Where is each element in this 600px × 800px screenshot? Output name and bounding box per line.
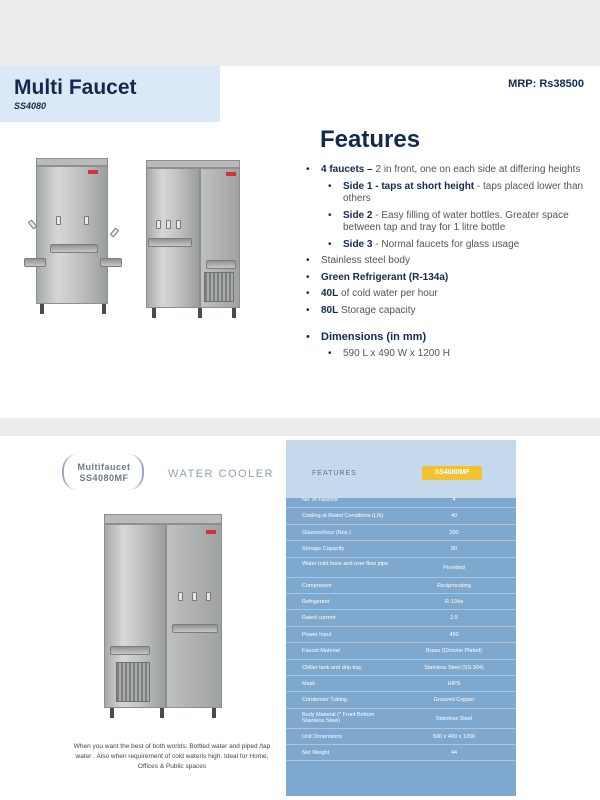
- model-bracket-text: [68, 462, 140, 484]
- brand-label: [206, 530, 216, 534]
- feature-text: - taps placed lower than others: [343, 180, 584, 204]
- faucet: [176, 220, 181, 229]
- cooler-leg: [232, 308, 236, 318]
- feature-text: Storage capacity: [338, 304, 416, 316]
- dimensions-heading-text: Dimensions (in mm): [321, 331, 427, 343]
- spec-rows: [286, 492, 516, 761]
- spec-key: Power Input: [302, 631, 332, 638]
- feature-bold: Side 2: [343, 209, 373, 221]
- title-box: [0, 66, 220, 122]
- spec-key: Body Material (* Front Bottom Stainless Steel): [302, 711, 375, 724]
- feature-bold: 80L: [321, 304, 339, 316]
- cooler-top: [36, 158, 108, 166]
- spec-key: Refrigerant: [302, 598, 330, 605]
- spec-key: Water Inlet hose and over flow pipe: [302, 560, 389, 567]
- drip-tray: [100, 258, 122, 267]
- brochure-card: [0, 436, 600, 800]
- spec-value: 200: [449, 529, 459, 536]
- table-row: [286, 558, 516, 578]
- table-row: [286, 508, 516, 524]
- table-row: [286, 578, 516, 594]
- feature-bold: Side 3: [343, 238, 373, 250]
- cooler-leg: [160, 708, 164, 718]
- list-item: [306, 164, 592, 177]
- table-row: [286, 709, 516, 729]
- drip-tray: [110, 646, 150, 655]
- cooler-front-image: [22, 158, 124, 318]
- spec-table-header: [286, 440, 516, 498]
- price-label: MRP: Rs38500: [508, 78, 584, 90]
- table-row: [286, 610, 516, 626]
- faucet: [206, 592, 211, 601]
- spec-key: Rated current: [302, 615, 336, 622]
- feature-text: Stainless steel body: [321, 255, 410, 266]
- spec-key: Unit Dimensions: [302, 733, 343, 740]
- feature-bold: 4 faucets –: [321, 164, 373, 175]
- list-item: [306, 210, 592, 235]
- spec-value: Brass (Chrome Plated): [426, 648, 482, 655]
- table-row: [286, 676, 516, 692]
- spec-key: Chiller tank and drip tray: [302, 664, 362, 671]
- cooler-leg: [152, 308, 156, 318]
- cooler-leg: [102, 304, 106, 314]
- brochure-title: WATER COOLER: [168, 468, 275, 480]
- table-row: [286, 692, 516, 708]
- spec-value: HIPS: [447, 680, 461, 687]
- spec-value: R-134a: [444, 598, 464, 605]
- cooler-angled-image: [144, 160, 244, 324]
- faucet: [84, 216, 89, 225]
- faucet: [156, 220, 161, 229]
- vent-grill: [116, 662, 150, 702]
- cooler-leg: [40, 304, 44, 314]
- feature-text: of cold water per hour: [338, 288, 438, 299]
- brand-label: [226, 172, 236, 176]
- spec-key: No. of Faucets: [302, 497, 338, 503]
- spec-value: 44: [450, 750, 458, 757]
- spec-key: Storage Capacity: [302, 546, 345, 553]
- spec-value: Reciprocating: [437, 582, 471, 589]
- list-item: [306, 288, 592, 301]
- faucet: [192, 592, 197, 601]
- spec-key: Net Weight: [302, 750, 330, 757]
- feature-text: - Easy filling of water bottles. Greater space between tap and tray for 1 litre bottle: [343, 209, 569, 233]
- dimensions-heading: [306, 331, 592, 344]
- spec-key: Faucet Material: [302, 648, 340, 655]
- table-row: [286, 492, 516, 508]
- faucet: [166, 220, 171, 229]
- table-row: [286, 594, 516, 610]
- cooler-leg: [110, 708, 114, 718]
- product-model: SS4080: [14, 101, 47, 111]
- faucet: [178, 592, 183, 601]
- product-title: Multi Faucet: [14, 76, 137, 99]
- spec-value: 460: [449, 631, 459, 638]
- list-item: [306, 305, 592, 318]
- cooler-top: [146, 160, 240, 168]
- table-row: [286, 643, 516, 659]
- bracket-line: Multifaucet: [77, 462, 131, 472]
- table-row: [286, 541, 516, 557]
- cooler-top: [104, 514, 222, 524]
- product-card: [0, 66, 600, 418]
- cooler-side: [166, 524, 222, 708]
- list-item: [306, 239, 592, 252]
- drip-tray: [206, 260, 236, 269]
- spec-header-label: FEATURES: [312, 470, 357, 477]
- spec-key: Mask: [302, 680, 316, 687]
- feature-text: - Normal faucets for glass usage: [372, 238, 520, 250]
- table-row: [286, 525, 516, 541]
- drip-tray: [24, 258, 46, 267]
- spec-value: Provided: [443, 564, 465, 571]
- spec-key: Glasses/hour (Nos.): [302, 529, 351, 536]
- table-row: [286, 660, 516, 676]
- brand-label: [88, 170, 98, 174]
- spec-key: Compressor: [302, 582, 332, 589]
- table-row: [286, 729, 516, 745]
- features-list: [306, 164, 592, 364]
- cooler-leg: [212, 708, 216, 718]
- faucet: [56, 216, 61, 225]
- features-heading: Features: [320, 126, 421, 153]
- cooler-brochure-image: [100, 514, 230, 724]
- cooler-body: [36, 166, 108, 304]
- feature-text: 2 in front, one on each side at differing heights: [372, 164, 581, 175]
- drip-tray: [50, 244, 98, 253]
- drip-tray: [172, 624, 218, 633]
- dimensions-value: • 590 L x 490 W x 1200 H: [306, 348, 592, 361]
- feature-bold: Side 1 - taps at short height: [343, 180, 475, 192]
- spec-value: 590 x 490 x 1200: [432, 733, 476, 740]
- spec-value: 4: [452, 497, 456, 503]
- bracket-line: SS4080MF: [79, 473, 129, 483]
- faucet: [110, 227, 120, 237]
- vent-grill: [204, 272, 234, 302]
- spec-value: 80: [450, 546, 458, 553]
- spec-value: Grooved Copper: [433, 697, 475, 704]
- feature-bold: Green Refrigerant (R-134a): [321, 271, 449, 283]
- spec-value: 40: [450, 513, 458, 520]
- brochure-caption: When you want the best of both worlds: Bottled water and piped /tap water . Also when requirement of cold wateris high. Ideal for Home, Offices & Public spaces: [73, 743, 271, 770]
- spec-value: 2.5: [450, 615, 458, 622]
- table-row: [286, 745, 516, 761]
- list-item: [306, 255, 592, 268]
- drip-tray: [148, 238, 192, 247]
- feature-bold: 40L: [321, 288, 339, 299]
- spec-key: Cooling at Rated Conditions (L/h): [302, 513, 384, 520]
- table-row: [286, 627, 516, 643]
- spec-value: Stainless Steel (SS 304): [424, 664, 484, 671]
- model-badge: SS4080MF: [422, 466, 482, 480]
- spec-key: Condenser Tubing: [302, 697, 347, 704]
- list-item: [306, 181, 592, 206]
- cooler-leg: [198, 308, 202, 318]
- spec-value: Stainless Steel: [435, 715, 473, 722]
- list-item: [306, 272, 592, 285]
- spec-table: [286, 440, 516, 796]
